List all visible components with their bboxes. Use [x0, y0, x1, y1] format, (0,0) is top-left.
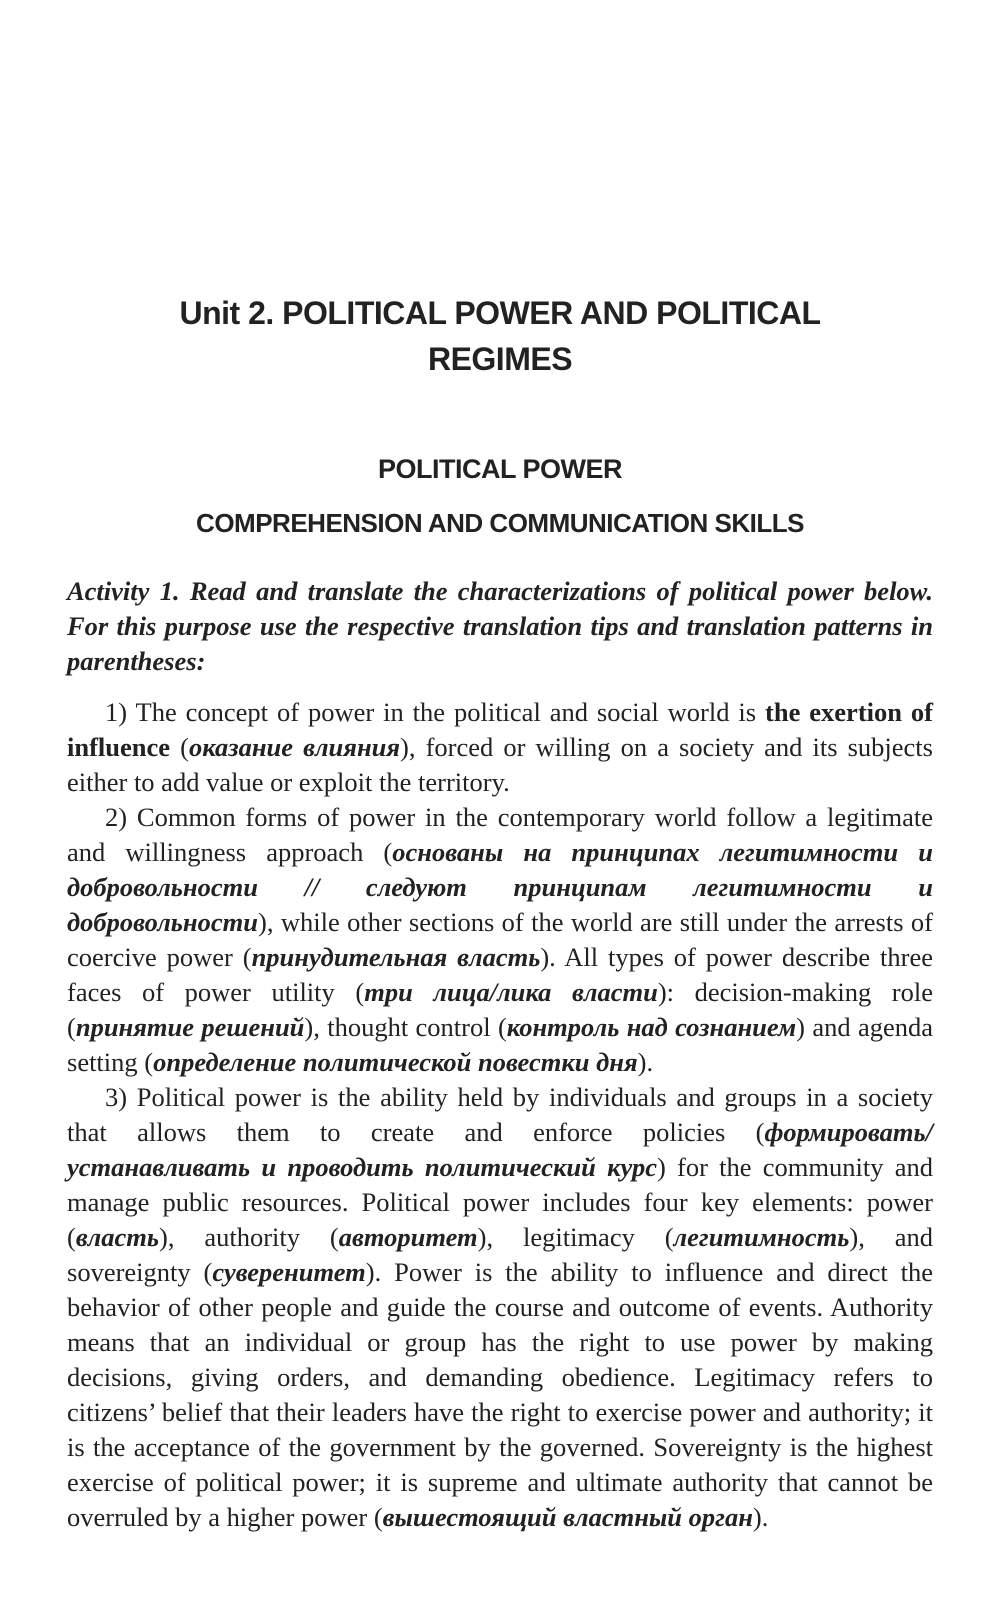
translation-tip: определение политической повестки дня	[153, 1047, 638, 1077]
unit-title	[67, 290, 933, 382]
key-term: the exertion of influence	[67, 697, 933, 762]
paragraph-text: ). All types of power describe three faces of power utility (	[67, 942, 933, 1007]
paragraph-text: ). Power is the ability to influence and direct the behavior of other people and guide the course and outcome of events. Authority means that an individual or group has the right to use power by making decisions, giving orders, and demanding obedience. Legitimacy refers to citizens’ belief that their leaders have the right to exercise power and authority; it is the acceptance of the government by the governed. Sovereignty is the highest exercise of political power; it is supreme and ultimate authority that cannot be overruled by a higher power (	[67, 1257, 933, 1532]
translation-tip: авторитет	[338, 1222, 478, 1252]
paragraph-text: ).	[637, 1047, 654, 1077]
subsection-title: COMPREHENSION AND COMMUNICATION SKILLS	[196, 508, 804, 538]
paragraph-text: ).	[752, 1502, 769, 1532]
paragraph-3	[67, 1080, 933, 1535]
paragraph-1	[67, 695, 933, 800]
unit-title-line-1: Unit 2. POLITICAL POWER AND POLITICAL	[179, 295, 821, 331]
paragraph-text: ), authority (	[159, 1222, 339, 1252]
translation-tip: принудительная власть	[251, 942, 541, 972]
unit-title-line-2: REGIMES	[427, 341, 573, 377]
paragraph-text: ) for the community and manage public resources. Political power includes four key elements: power (	[67, 1152, 934, 1252]
paragraph-text: 2) Common forms of power in the contemporary world follow a legitimate and willingness approach (	[67, 802, 933, 867]
page-content	[67, 290, 933, 1535]
paragraph-text: ), thought control (	[304, 1012, 507, 1042]
translation-tip: легитимность	[673, 1222, 850, 1252]
paragraph-text: (	[170, 732, 189, 762]
translation-tip: формировать/ устанавливать и проводить политический курс	[67, 1117, 933, 1182]
paragraph-text: 3) Political power is the ability held by individuals and groups in a society that allows them to create and enforce policies (	[67, 1082, 933, 1147]
paragraph-2	[67, 800, 933, 1080]
translation-tip: три лица/лика власти	[364, 977, 658, 1007]
translation-tip: оказание влияния	[188, 732, 401, 762]
translation-tip: суверенитет	[212, 1257, 366, 1287]
paragraph-text: ), and sovereignty (	[67, 1222, 933, 1287]
section-title: POLITICAL POWER	[377, 454, 622, 484]
translation-tip: принятие решений	[75, 1012, 305, 1042]
translation-tip: власть	[75, 1222, 160, 1252]
paragraph-text: ), legitimacy (	[477, 1222, 674, 1252]
translation-tip: контроль над сознанием	[506, 1012, 797, 1042]
translation-tip: основаны на принципах легитимности и добровольности // следуют принципам легитимности и добровольности	[67, 837, 933, 937]
paragraph-text: 1) The concept of power in the political and social world is	[105, 697, 766, 727]
translation-tip: вышестоящий властный орган	[382, 1502, 753, 1532]
paragraph-text: ), forced or willing on a society and its subjects either to add value or exploit the territory.	[67, 732, 933, 797]
activity-instruction: Activity 1. Read and translate the characterizations of political power below. For this purpose use the respective translation tips and translation patterns in parentheses:	[67, 576, 933, 676]
paragraph-text: ): decision-making role (	[67, 977, 934, 1042]
paragraph-text: ), while other sections of the world are still under the arrests of coercive power (	[67, 907, 933, 972]
paragraph-text: ) and agenda setting (	[67, 1012, 933, 1077]
